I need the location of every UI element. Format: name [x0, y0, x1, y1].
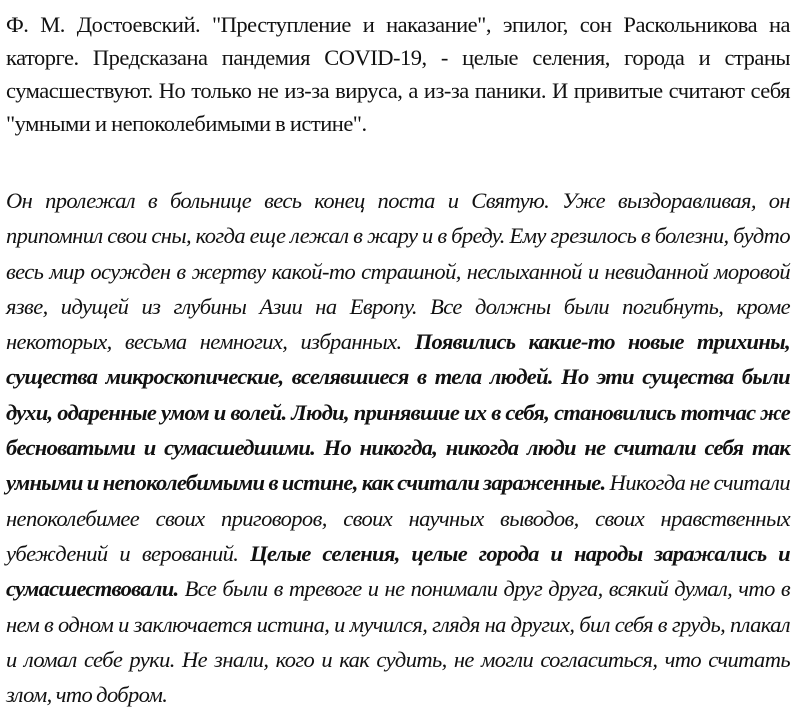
quote-text: Все были в тревоге и не понимали друг друга, всякий думал, что в нем в одном и заключается истина, и мучился, глядя на других, бил себя в грудь, плакал и ломал себе руки. Не знали, кого и как судить, не могли согласиться, что считать злом, что добром. — [6, 576, 790, 708]
quote-text: Он пролежал в больнице весь конец поста и Святую. Уже выздоравливая, он припомнил свои сны, когда еще лежал в жару и в бреду. Ему грезилось в болезни, будто весь мир осужден в жертву какой-то страшной, неслыханной и невиданной моровой язве, идущей из глубины Азии на Европу. Все должны были погибнуть, кроме некоторых, весьма немногих, избранных. — [6, 188, 790, 355]
document-page — [6, 8, 790, 712]
quote-paragraph — [6, 183, 790, 712]
quote-text: Никогда не считали непоколебимее своих приговоров, своих научных выводов, своих нравственных убеждений и верований. — [6, 470, 790, 566]
intro-paragraph: Ф. М. Достоевский. "Преступление и наказание", эпилог, сон Раскольникова на каторге. Предсказана пандемия COVID-19, - целые селения, города и страны сумасшествуют. Но только не из-за вируса, а из-за паники. И привитые считают себя "умными и непоколебимыми в истине". — [6, 12, 790, 136]
quote-emphasis: Целые селения, целые города и народы заражались и сумасшествовали. — [6, 540, 790, 602]
quote-emphasis: Появились какие-то новые трихины, существа микроскопические, вселявшиеся в тела людей. Но эти существа были духи, одаренные умом и волей. Люди, принявшие их в себя, становились тотчас же бесноватыми и сумасшедшими. Но никогда, никогда люди не считали себя так умными и непоколебимыми в истине, как считали зараженные. — [6, 329, 791, 496]
